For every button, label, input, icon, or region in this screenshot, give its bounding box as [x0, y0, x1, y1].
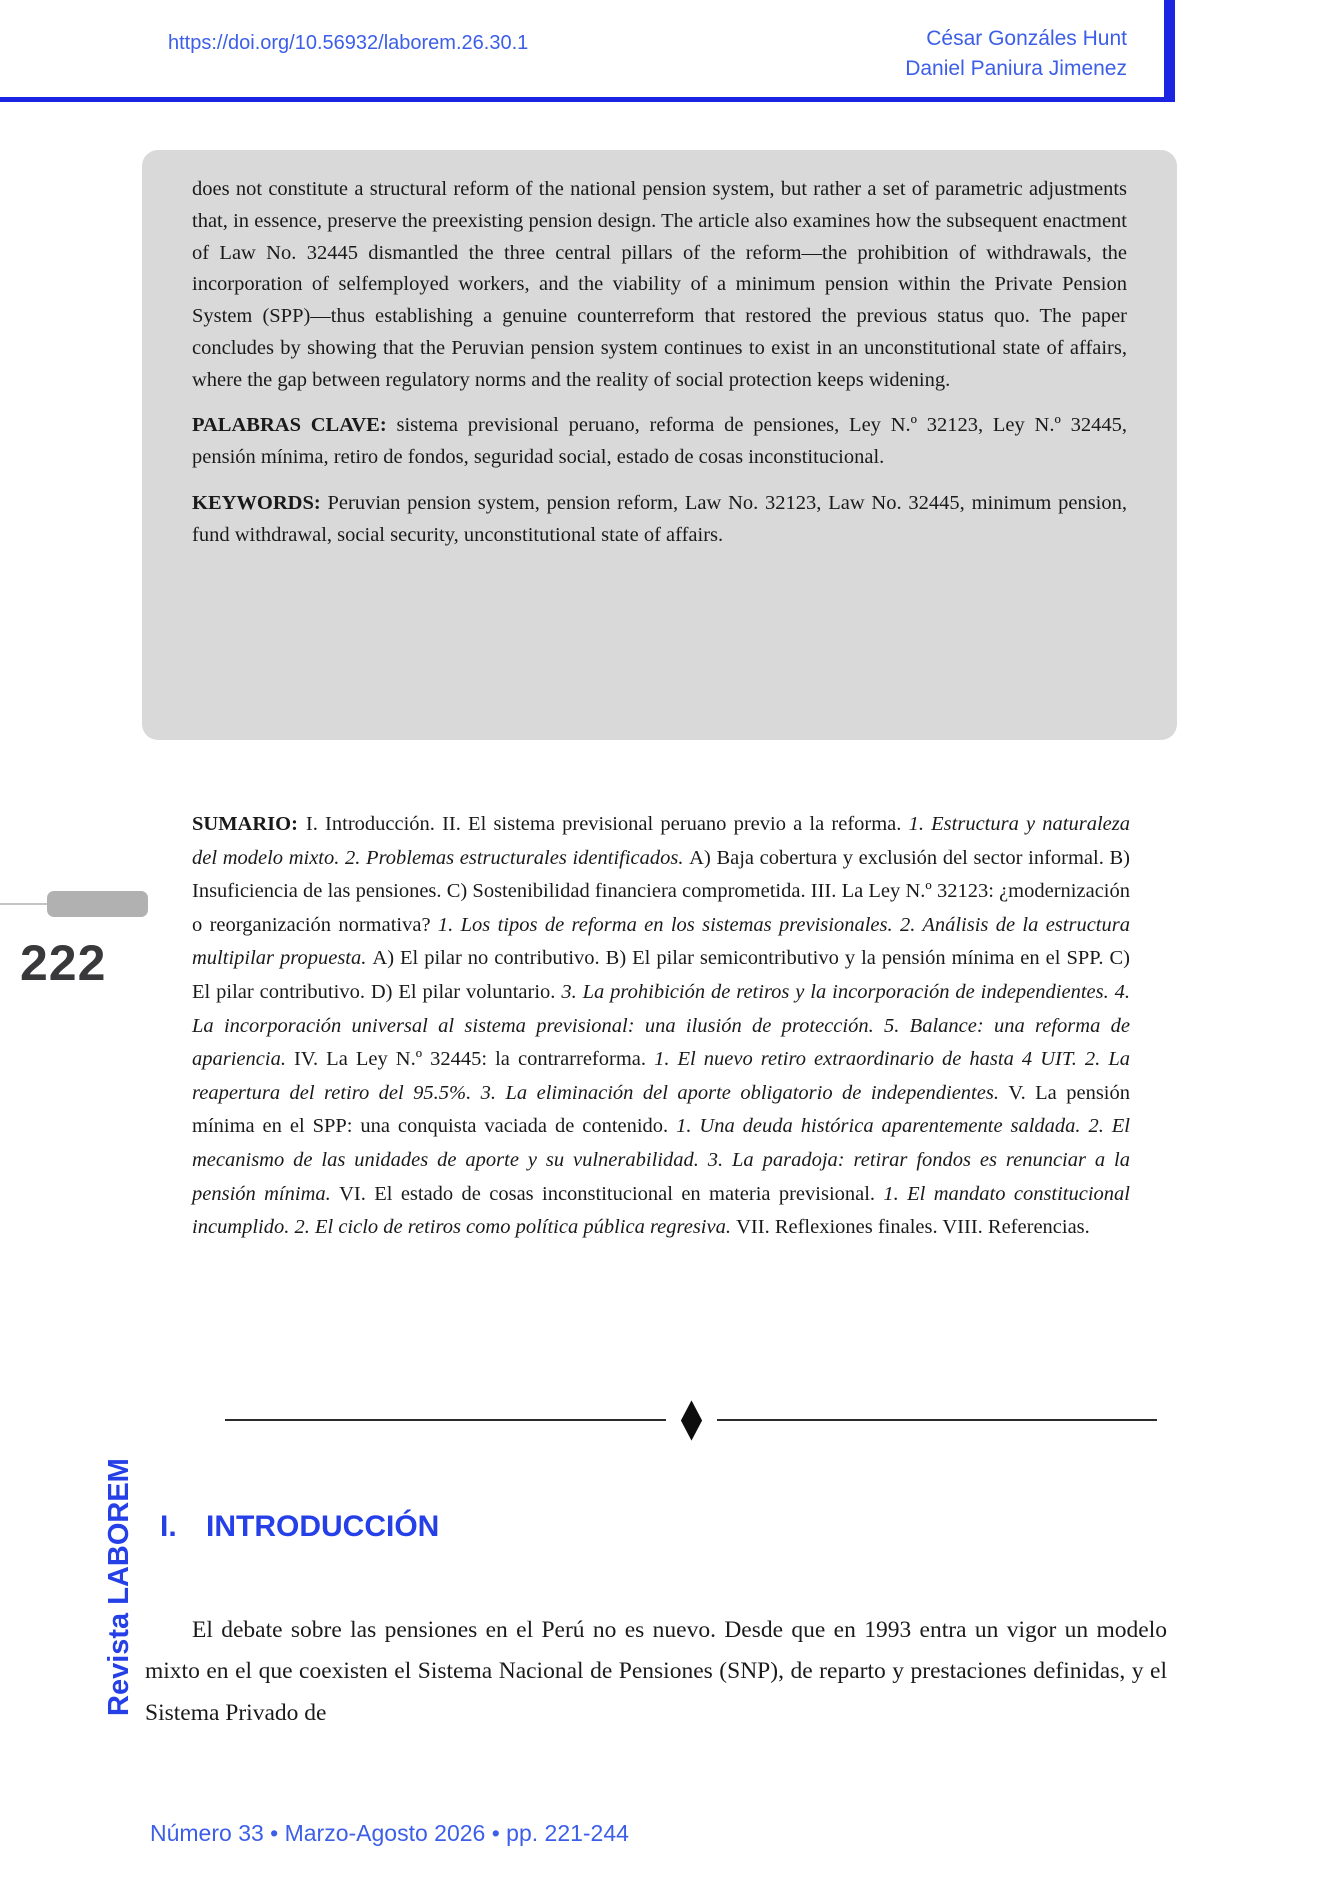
- doi-link[interactable]: https://doi.org/10.56932/laborem.26.30.1: [168, 32, 529, 54]
- sumario-segment: A) El pilar no contributivo. B) El pilar semicontributivo y la pensión mínima en el SPP. C) El pilar contributivo. D) El pilar voluntario.: [192, 947, 1131, 1004]
- sumario-segment: VI. El estado de cosas inconstitucional en materia previsional.: [339, 1182, 884, 1205]
- section-divider: [225, 1398, 1157, 1442]
- diamond-icon: [680, 1400, 701, 1440]
- sumario-segment: 1. El nuevo retiro extraordinario de hasta 4 UIT. 2. La reapertura del retiro del 95.5%. 3. La eliminación del aporte obligatorio de independientes.: [192, 1048, 1130, 1104]
- sumario-segment: 3. La prohibición de retiros y la incorporación de independientes. 4. La incorporación universal al sistema previsional: una ilusión de protección. 5. Balance: una reforma de apariencia.: [192, 981, 1131, 1071]
- palabras-clave-paragraph: [192, 410, 1127, 474]
- sumario-segment: VII. Reflexiones finales. VIII. Referencias.: [736, 1216, 1090, 1239]
- divider-line-left: [225, 1419, 666, 1421]
- page-number: 222: [20, 935, 107, 991]
- author-2: Daniel Paniura Jimenez: [905, 57, 1127, 81]
- divider-line-right: [717, 1419, 1158, 1421]
- sumario-segment: I. Introducción. II. El sistema previsional peruano previo a la reforma.: [305, 813, 909, 835]
- keywords-paragraph: [192, 488, 1127, 552]
- section-heading: [160, 1510, 439, 1544]
- sumario-segment: 1. El mandato constitucional incumplido. 2. El ciclo de retiros como política pública regresiva.: [192, 1182, 1130, 1239]
- sumario-segment: V. La pensión mínima en el SPP: una conquista vaciada de contenido.: [192, 1081, 1130, 1138]
- header-accent-bar: [1164, 0, 1175, 102]
- header-rule: [0, 97, 1175, 102]
- section-title: INTRODUCCIÓN: [206, 1510, 440, 1543]
- author-1: César Gonzáles Hunt: [926, 27, 1127, 50]
- sumario-segment: 1. Los tipos de reforma en los sistemas previsionales. 2. Análisis de la estructura multipilar propuesta.: [192, 913, 1130, 970]
- journal-name-vertical: Revista LABOREM: [103, 1458, 135, 1716]
- sumario-segment: 1. Una deuda histórica aparentemente saldada. 2. El mecanismo de las unidades de aporte y su vulnerabilidad. 3. La paradoja: retirar fondos es renunciar a la pensión mínima.: [192, 1115, 1131, 1205]
- sumario-segment: IV. La Ley N.º 32445: la contrarreforma.: [294, 1048, 655, 1071]
- keywords-label: KEYWORDS:: [192, 491, 321, 514]
- footer-issue-info: Número 33 • Marzo-Agosto 2026 • pp. 221-244: [150, 1820, 629, 1846]
- sumario-label: SUMARIO:: [192, 813, 298, 835]
- sumario-segment: 1. Estructura y naturaleza del modelo mixto. 2. Problemas estructurales identificados.: [192, 813, 1130, 869]
- sumario-segment: A) Baja cobertura y exclusión del sector informal. B) Insuficiencia de las pensiones. C) Sostenibilidad financiera comprometida. III. La Ley N.º 32123: ¿modernización o reorganización normativa?: [192, 846, 1130, 936]
- palabras-clave-label: PALABRAS CLAVE:: [192, 414, 387, 437]
- keywords-text: Peruvian pension system, pension reform, Law No. 32123, Law No. 32445, minimum pension, fund withdrawal, social security, unconstitutional state of affairs.: [192, 491, 1127, 546]
- body-paragraph: El debate sobre las pensiones en el Perú no es nuevo. Desde que en 1993 entra un vigor un modelo mixto en el que coexisten el Sistema Nacional de Pensiones (SNP), de reparto y prestaciones definidas, y el Sistema Privado de: [145, 1616, 1167, 1727]
- section-number: I.: [160, 1510, 177, 1543]
- abstract-text: does not constitute a structural reform of the national pension system, but rather a set of parametric adjustments that, in essence, preserve the preexisting pension design. The article also examines how the subsequent enactment of Law No. 32445 dismantled the three central pillars of the reform—the prohibition of withdrawals, the incorporation of selfemployed workers, and the viability of a minimum pension within the Private Pension System (SPP)—thus establishing a genuine counterreform that restored the previous status quo. The paper concludes by showing that the Peruvian pension system continues to exist in an unconstitutional state of affairs, where the gap between regulatory norms and the reality of social protection keeps widening.: [192, 178, 1127, 391]
- abstract-box: [142, 150, 1177, 740]
- palabras-clave-text: sistema previsional peruano, reforma de pensiones, Ley N.º 32123, Ley N.º 32445, pensión mínima, retiro de fondos, seguridad social, estado de cosas inconstitucional.: [192, 414, 1127, 469]
- author-names: [905, 24, 1127, 85]
- sumario-body: [192, 813, 1130, 1238]
- sumario: [192, 808, 1130, 1245]
- page-number-bar: [47, 891, 148, 917]
